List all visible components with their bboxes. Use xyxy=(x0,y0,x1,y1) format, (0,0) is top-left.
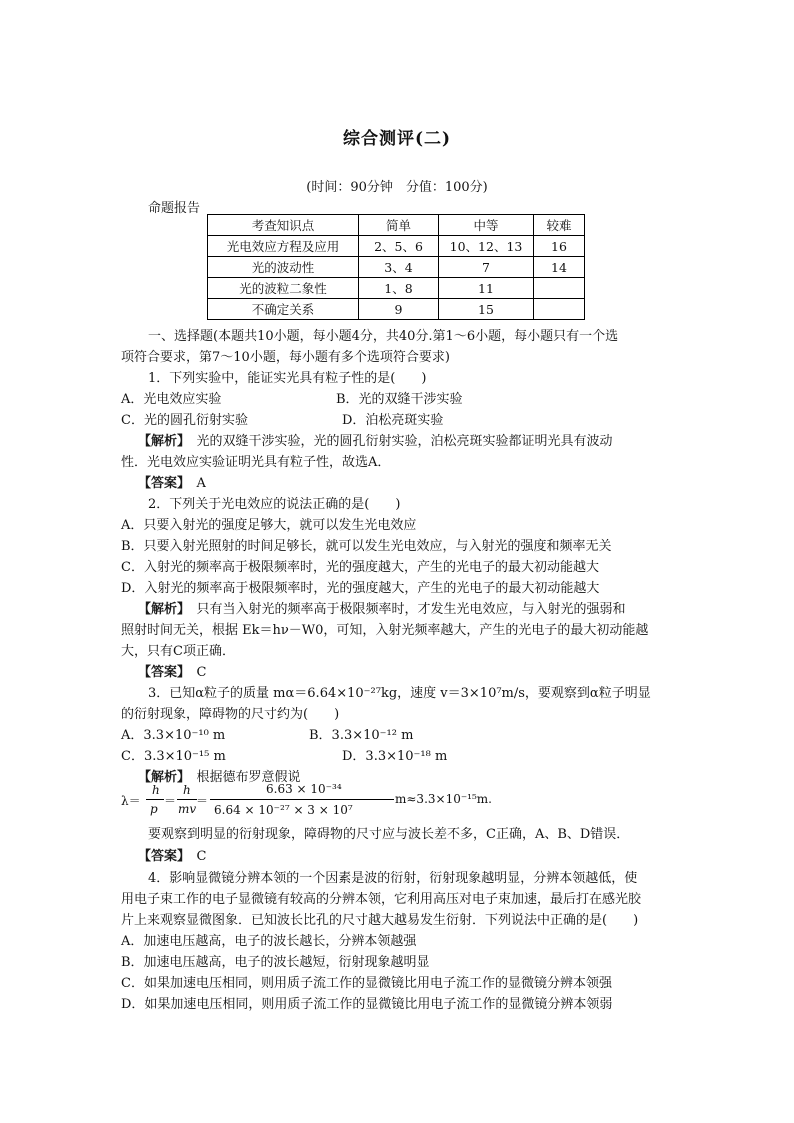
q2-option-b: B．只要入射光照射的时间足够长，就可以发生光电效应，与入射光的强度和频率无关 xyxy=(121,539,612,554)
section-heading-cont: 项符合要求，第7～10小题，每小题有多个选项符合要求) xyxy=(121,350,450,365)
table-cell: 14 xyxy=(534,257,585,278)
q3-answer-label: 【答案】 xyxy=(138,849,184,864)
q4-option-c: C．如果加速电压相同，则用质子流工作的显微镜比用电子流工作的显微镜分辨本领强 xyxy=(121,976,612,991)
table-cell xyxy=(534,278,585,299)
q2-option-a: A．只要入射光的强度足够大，就可以发生光电效应 xyxy=(121,518,417,533)
q4-stem-cont: 用电子束工作的电子显微镜有较高的分辨本领，它利用高压对电子束加速，最后打在感光胶 xyxy=(121,892,642,907)
table-header-cell: 中等 xyxy=(439,215,534,236)
formula-fraction-bar xyxy=(210,799,394,800)
table-cell: 15 xyxy=(439,299,534,320)
table-row xyxy=(208,278,585,299)
table-cell: 16 xyxy=(534,236,585,257)
q4-option-b: B．加速电压越高，电子的波长越短，衍射现象越明显 xyxy=(121,955,430,970)
q4-option-a: A．加速电压越高，电子的波长越长，分辨本领越强 xyxy=(121,934,417,949)
q3-analysis-text: 根据德布罗意假说 xyxy=(196,770,301,785)
q3-option-b: B．3.3×10⁻¹² m xyxy=(309,728,414,743)
table-cell: 10、12、13 xyxy=(439,236,534,257)
q1-option-d: D．泊松亮斑实验 xyxy=(342,413,444,428)
formula-equals: ＝ xyxy=(164,794,177,808)
exam-meta: (时间：90分钟 分值：100分) xyxy=(306,180,488,195)
q1-option-c: C．光的圆孔衍射实验 xyxy=(121,413,248,428)
formula-h-numerator: h xyxy=(152,783,160,797)
q2-analysis-label: 【解析】 xyxy=(138,602,184,617)
q2-answer: C xyxy=(196,665,207,680)
table-cell: 9 xyxy=(359,299,439,320)
q1-analysis-label: 【解析】 xyxy=(138,434,184,449)
q1-answer: A xyxy=(196,476,206,491)
formula-h-numerator-2: h xyxy=(183,783,191,797)
q2-analysis-text: 只有当入射光的频率高于极限频率时，才发生光电效应，与入射光的强弱和 xyxy=(196,602,626,617)
table-cell: 7 xyxy=(439,257,534,278)
q2-analysis-cont2: 大，只有C项正确． xyxy=(121,644,235,659)
formula-denominator: 6.64 × 10⁻²⁷ × 3 × 10⁷ xyxy=(214,803,353,817)
q3-stem: 3．已知α粒子的质量 mα＝6.64×10⁻²⁷kg，速度 v＝3×10⁷m/s，要观察到α粒子明显 xyxy=(148,686,651,701)
table-header-cell: 较难 xyxy=(534,215,585,236)
table-cell: 11 xyxy=(439,278,534,299)
q1-option-b: B．光的双缝干涉实验 xyxy=(336,392,463,407)
report-table xyxy=(207,214,585,320)
report-label: 命题报告 xyxy=(148,201,201,216)
q2-option-c: C．入射光的频率高于极限频率时，光的强度越大，产生的光电子的最大初动能越大 xyxy=(121,560,599,575)
table-row xyxy=(208,257,585,278)
page-title: 综合测评(二) xyxy=(342,129,452,149)
table-header-row xyxy=(208,215,585,236)
formula-p-denominator: p xyxy=(150,802,158,816)
formula-numerator: 6.63 × 10⁻³⁴ xyxy=(266,782,342,796)
q1-option-a: A．光电效应实验 xyxy=(121,392,222,407)
q3-analysis-label: 【解析】 xyxy=(138,770,184,785)
formula-mv-denominator: mv xyxy=(178,802,197,816)
q2-answer-label: 【答案】 xyxy=(138,665,184,680)
table-cell: 光电效应方程及应用 xyxy=(208,236,359,257)
q4-stem: 4．影响显微镜分辨本领的一个因素是波的衍射，衍射现象越明显，分辨本领越低，使 xyxy=(148,871,638,886)
q3-analysis-cont: 要观察到明显的衍射现象，障碍物的尺寸应与波长差不多，C正确，A、B、D错误． xyxy=(148,827,630,842)
formula-lambda: λ＝ xyxy=(121,794,141,808)
q2-option-d: D．入射光的频率高于极限频率时，光的强度越大，产生的光电子的最大初动能越大 xyxy=(121,581,600,596)
q4-stem-cont2: 片上来观察显微图象．已知波长比孔的尺寸越大越易发生衍射．下列说法中正确的是( ) xyxy=(121,913,639,928)
formula-result: m≈3.3×10⁻¹⁵m. xyxy=(395,792,492,806)
q3-option-a: A．3.3×10⁻¹⁰ m xyxy=(121,728,226,743)
q1-stem: 1．下列实验中，能证实光具有粒子性的是( ) xyxy=(148,371,427,386)
table-cell: 光的波动性 xyxy=(208,257,359,278)
q1-analysis-cont: 性．光电效应实验证明光具有粒子性，故选A． xyxy=(121,455,391,470)
table-cell: 3、4 xyxy=(359,257,439,278)
table-cell: 不确定关系 xyxy=(208,299,359,320)
formula-equals-2: ＝ xyxy=(196,794,209,808)
q1-analysis-text: 光的双缝干涉实验，光的圆孔衍射实验，泊松亮斑实验都证明光具有波动 xyxy=(196,434,613,449)
section-heading: 一、选择题(本题共10小题，每小题4分，共40分.第1～6小题，每小题只有一个选 xyxy=(148,329,619,344)
table-cell: 1、8 xyxy=(359,278,439,299)
table-header-cell: 考查知识点 xyxy=(208,215,359,236)
q3-option-c: C．3.3×10⁻¹⁵ m xyxy=(121,749,226,764)
table-row xyxy=(208,236,585,257)
table-cell xyxy=(534,299,585,320)
table-cell: 2、5、6 xyxy=(359,236,439,257)
table-cell: 光的波粒二象性 xyxy=(208,278,359,299)
q3-option-d: D．3.3×10⁻¹⁸ m xyxy=(342,749,448,764)
table-header-cell: 简单 xyxy=(359,215,439,236)
q4-option-d: D．如果加速电压相同，则用质子流工作的显微镜比用电子流工作的显微镜分辨本领弱 xyxy=(121,997,613,1012)
q3-answer: C xyxy=(196,849,207,864)
formula-fraction-bar xyxy=(146,799,164,800)
q3-stem-cont: 的衍射现象，障碍物的尺寸约为( ) xyxy=(121,707,340,722)
q1-answer-label: 【答案】 xyxy=(138,476,184,491)
table-row xyxy=(208,299,585,320)
q2-stem: 2．下列关于光电效应的说法正确的是( ) xyxy=(148,497,401,512)
q2-analysis-cont: 照射时间无关，根据 Ek＝hν－W0，可知，入射光频率越大，产生的光电子的最大初动能越 xyxy=(121,623,649,638)
formula-fraction-bar xyxy=(177,799,197,800)
